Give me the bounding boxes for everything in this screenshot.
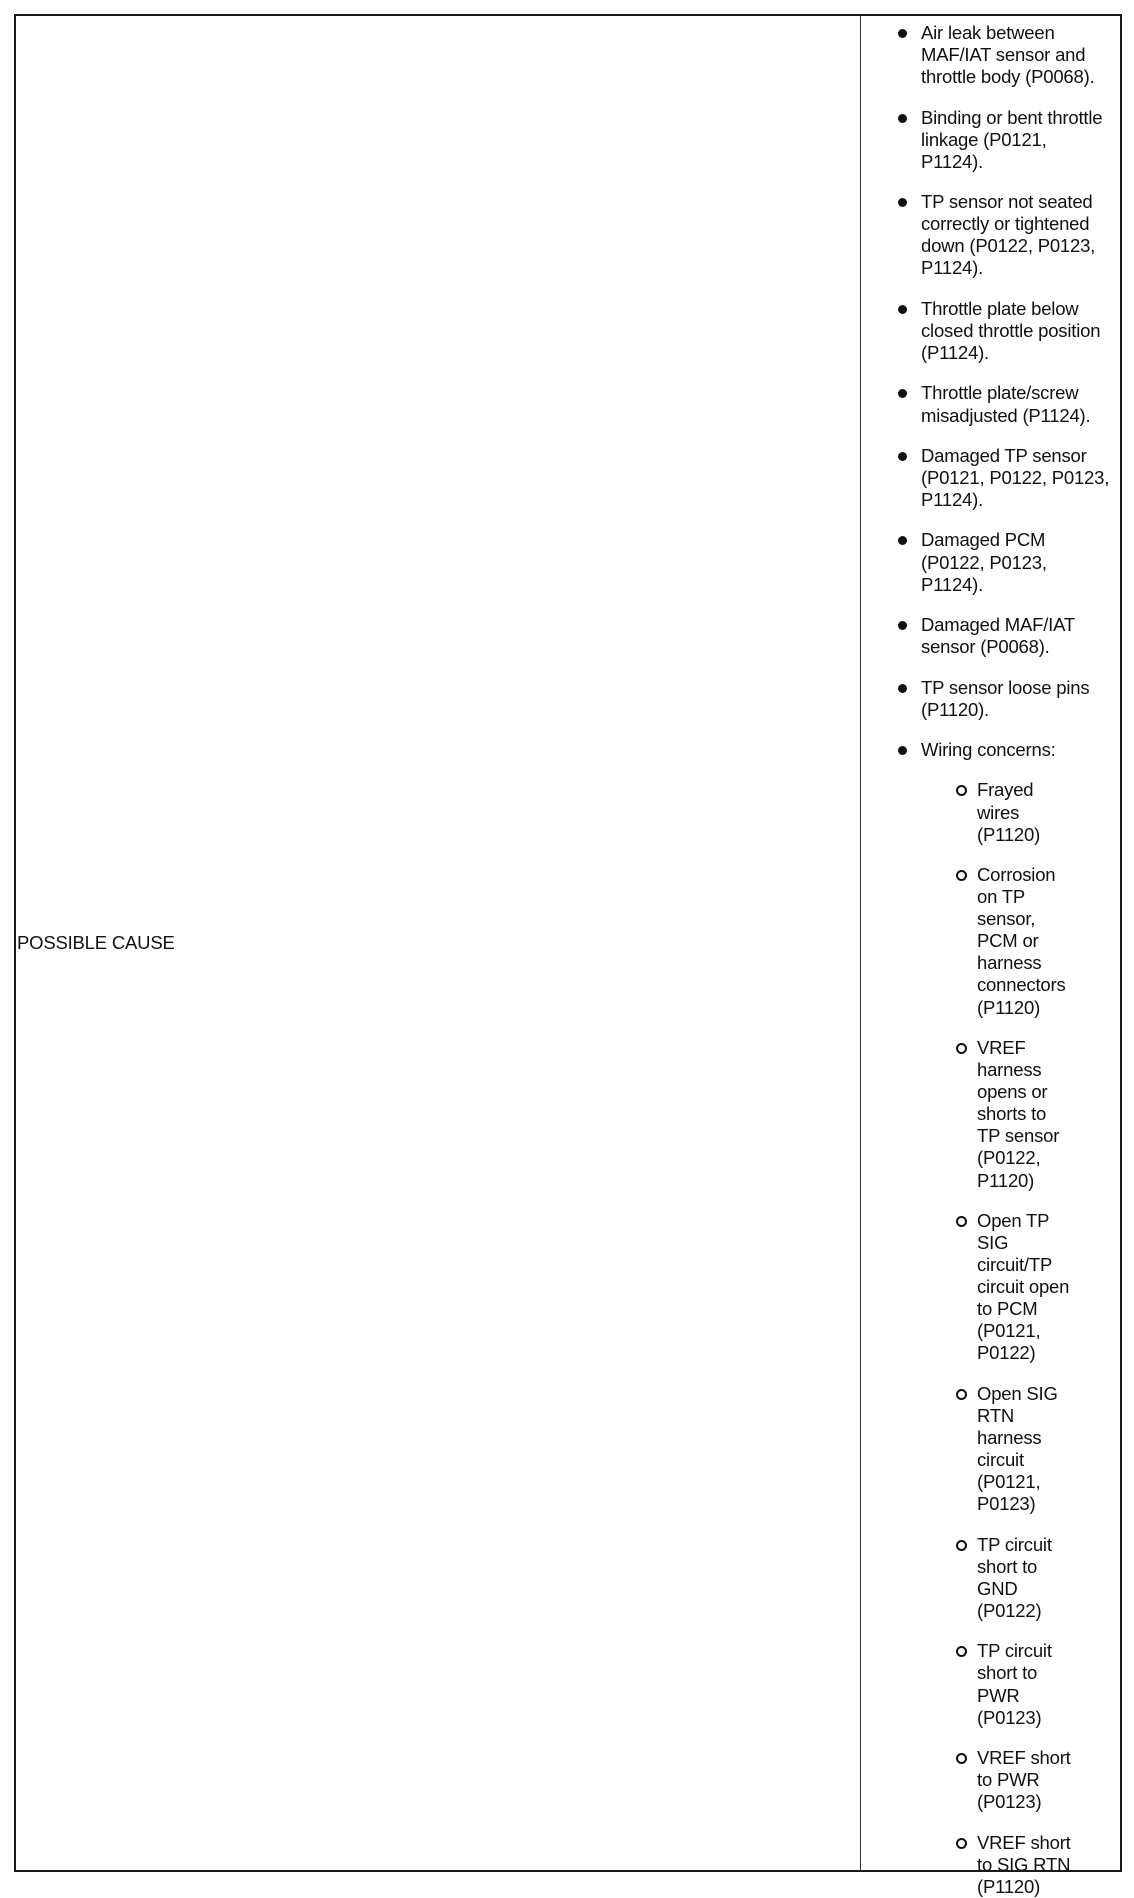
hollow-circle-bullet-icon: [956, 870, 967, 881]
cause-text: Damaged TP sensor (P0121, P0122, P0123, P1124).: [921, 444, 1110, 511]
wiring-item-text: Open TP SIG circuit/TP circuit open to PCM (P0121, P0122): [977, 1209, 1070, 1364]
cause-item: [861, 445, 1120, 511]
filled-circle-bullet-icon: [898, 305, 907, 314]
cause-item: [861, 22, 1120, 88]
wiring-item-text: VREF harness opens or shorts to TP sensor (P0122, P1120): [977, 1036, 1060, 1191]
hollow-circle-bullet-icon: [956, 785, 967, 796]
wiring-item: [921, 1747, 1072, 1813]
filled-circle-bullet-icon: [898, 389, 907, 398]
cause-item: [861, 614, 1120, 658]
wiring-item-text: TP circuit short to PWR (P0123): [977, 1640, 1052, 1728]
wiring-item: [921, 864, 1072, 1019]
filled-circle-bullet-icon: [898, 114, 907, 123]
cause-item: [861, 529, 1120, 595]
cause-text: Throttle plate below closed throttle position (P1124).: [921, 297, 1101, 364]
filled-circle-bullet-icon: [898, 198, 907, 207]
wiring-item: [921, 1640, 1072, 1728]
possible-cause-table: [14, 14, 1122, 1897]
wiring-item: [921, 1383, 1072, 1516]
filled-circle-bullet-icon: [898, 29, 907, 38]
cause-text: Air leak between MAF/IAT sensor and throttle body (P0068).: [921, 22, 1095, 88]
cause-item: [861, 298, 1120, 364]
hollow-circle-bullet-icon: [956, 1838, 967, 1849]
wiring-item-text: Open SIG RTN harness circuit (P0121, P0123): [977, 1382, 1058, 1515]
filled-circle-bullet-icon: [898, 746, 907, 755]
cause-item: [861, 107, 1120, 173]
wiring-item: [921, 1037, 1072, 1192]
wiring-item-text: TP circuit short to GND (P0122): [977, 1533, 1052, 1621]
hollow-circle-bullet-icon: [956, 1389, 967, 1400]
cause-text: Binding or bent throttle linkage (P0121, P1124).: [921, 106, 1103, 172]
cause-list: [861, 22, 1120, 1898]
row-label-cell: [16, 16, 861, 1870]
cause-item: [861, 677, 1120, 721]
cause-text: TP sensor not seated correctly or tightened down (P0122, P0123, P1124).: [921, 191, 1096, 279]
hollow-circle-bullet-icon: [956, 1043, 967, 1054]
wiring-item: [921, 1832, 1072, 1898]
wiring-item-text: VREF short to SIG RTN (P1120): [977, 1831, 1071, 1897]
wiring-item-text: VREF short to PWR (P0123): [977, 1747, 1071, 1813]
hollow-circle-bullet-icon: [956, 1216, 967, 1227]
filled-circle-bullet-icon: [898, 621, 907, 630]
hollow-circle-bullet-icon: [956, 1646, 967, 1657]
cause-text: Damaged PCM (P0122, P0123, P1124).: [921, 529, 1047, 595]
cause-item: [861, 191, 1120, 279]
possible-cause-label: POSSIBLE CAUSE: [17, 932, 175, 953]
wiring-concerns-item: [861, 739, 1120, 1898]
hollow-circle-bullet-icon: [956, 1540, 967, 1551]
cause-text: TP sensor loose pins (P1120).: [921, 676, 1090, 720]
wiring-concerns-list: [921, 779, 1112, 1898]
cause-item: [861, 382, 1120, 426]
wiring-item: [921, 1534, 1072, 1622]
wiring-item-text: Corrosion on TP sensor, PCM or harness connectors (P1120): [977, 863, 1066, 1018]
filled-circle-bullet-icon: [898, 536, 907, 545]
wiring-item-text: Frayed wires (P1120): [977, 779, 1041, 845]
cause-text: Damaged MAF/IAT sensor (P0068).: [921, 614, 1075, 658]
causes-cell: [861, 16, 1120, 1897]
filled-circle-bullet-icon: [898, 452, 907, 461]
wiring-item: [921, 779, 1072, 845]
wiring-item: [921, 1210, 1072, 1365]
hollow-circle-bullet-icon: [956, 1753, 967, 1764]
wiring-concerns-label: Wiring concerns:: [921, 739, 1056, 761]
cause-text: Throttle plate/screw misadjusted (P1124).: [921, 382, 1091, 426]
filled-circle-bullet-icon: [898, 684, 907, 693]
